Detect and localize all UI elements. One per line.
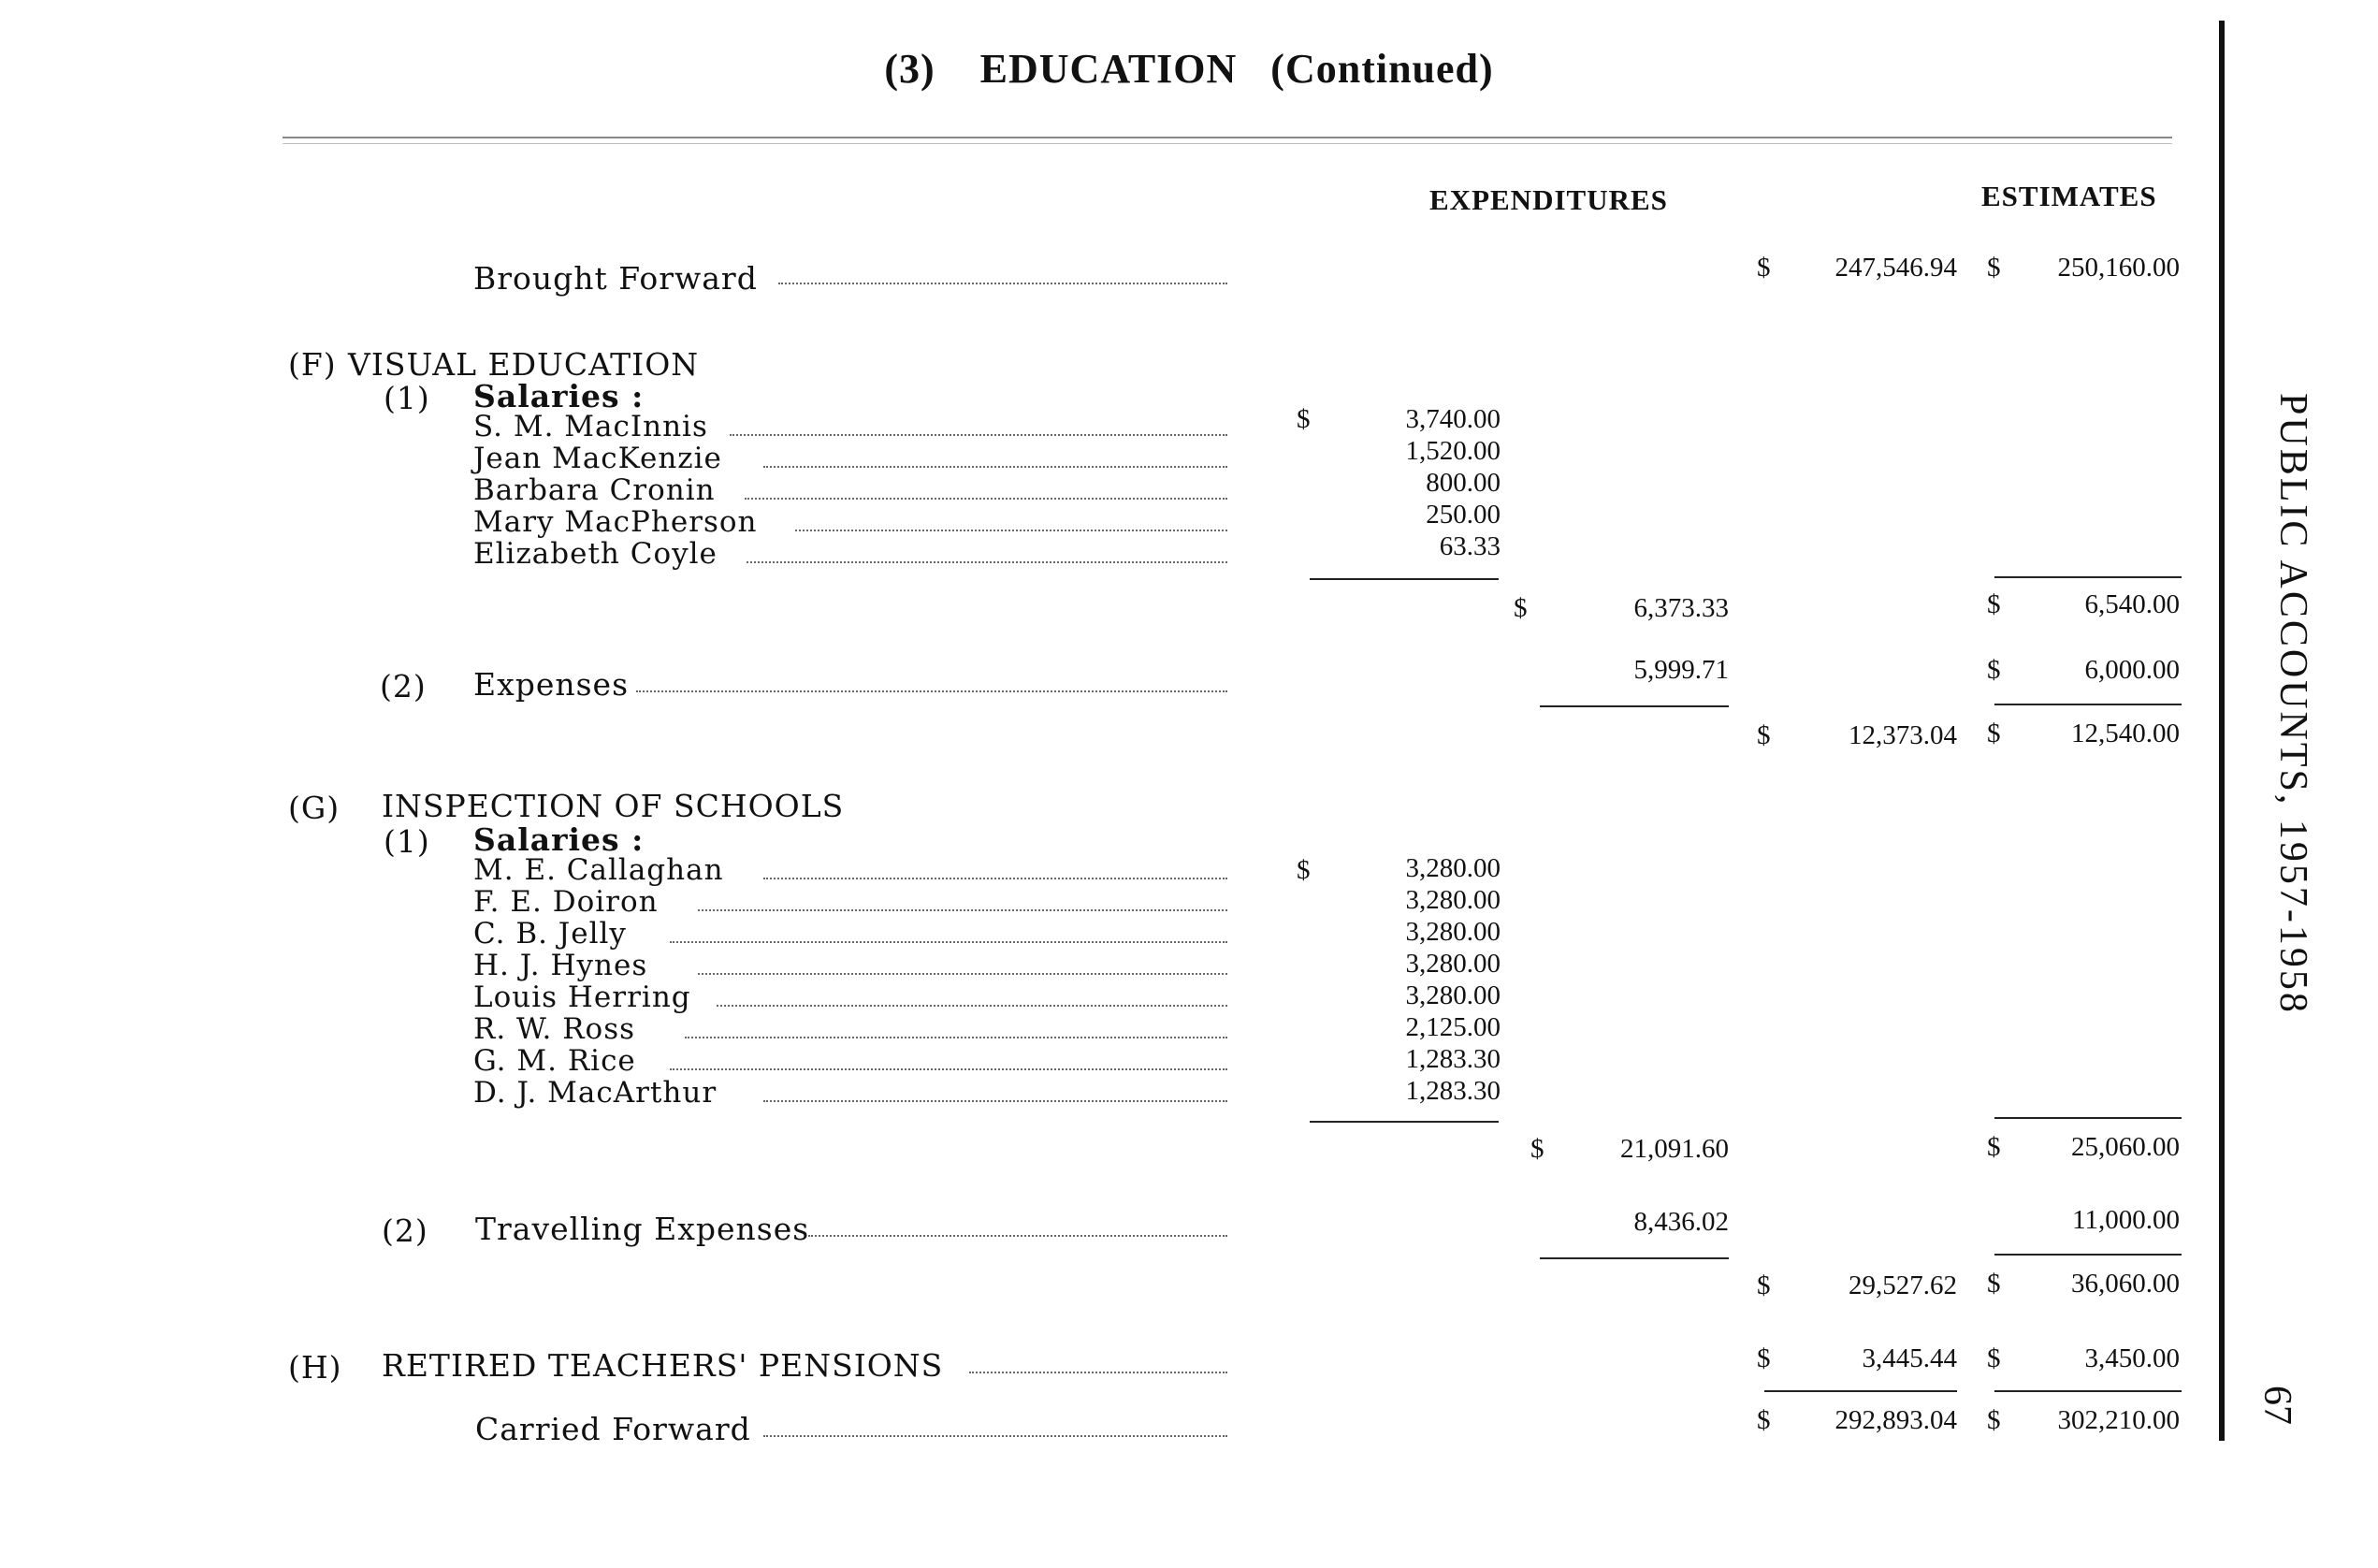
total-rule xyxy=(1994,1390,2182,1392)
dot-leader xyxy=(778,283,1227,284)
currency-sign: $ xyxy=(1987,719,2001,748)
section-f-letter: (F) xyxy=(288,346,337,383)
dot-leader xyxy=(969,1372,1227,1373)
salary-amount: 3,280.00 xyxy=(1405,885,1501,915)
section-h-estimate: 3,450.00 xyxy=(2084,1343,2180,1373)
dot-leader xyxy=(763,466,1227,468)
section-g-salaries-estimate: 25,060.00 xyxy=(2071,1132,2180,1162)
currency-sign: $ xyxy=(1987,1269,2001,1299)
section-f-salaries-estimate: 6,540.00 xyxy=(2084,589,2180,619)
salary-name: C. B. Jelly xyxy=(473,917,627,951)
dot-leader xyxy=(670,1068,1227,1070)
section-f-sub1-number: (1) xyxy=(384,380,430,416)
salary-amount: 1,283.30 xyxy=(1405,1076,1501,1106)
currency-sign: $ xyxy=(1757,1343,1771,1373)
salary-name: M. E. Callaghan xyxy=(473,853,724,887)
dot-leader xyxy=(745,498,1227,500)
section-f-expenses-estimate: 6,000.00 xyxy=(2084,655,2180,685)
salary-name: D. J. MacArthur xyxy=(473,1076,718,1110)
subtotal-rule xyxy=(1540,705,1729,707)
subtotal-rule xyxy=(1994,1254,2182,1256)
side-title: PUBLIC ACCOUNTS, 1957-1958 xyxy=(2271,393,2314,1015)
section-g-salaries-label: Salaries : xyxy=(473,821,645,858)
header-rule xyxy=(283,137,2172,138)
salary-amount: 250.00 xyxy=(1426,500,1501,530)
salary-name: R. W. Ross xyxy=(473,1012,636,1046)
salary-amount: 2,125.00 xyxy=(1405,1012,1501,1042)
dot-leader xyxy=(763,878,1227,879)
section-h-letter: (H) xyxy=(288,1349,342,1386)
page-title xyxy=(0,45,2378,93)
section-f-title: VISUAL EDUCATION xyxy=(348,346,700,383)
currency-sign: $ xyxy=(1530,1134,1544,1164)
continued-label: (Continued) xyxy=(1270,46,1494,92)
salary-amount: 3,280.00 xyxy=(1405,949,1501,979)
salary-name: S. M. MacInnis xyxy=(473,410,708,443)
currency-sign: $ xyxy=(1987,1132,2001,1162)
salary-name: Elizabeth Coyle xyxy=(473,537,718,571)
dot-leader xyxy=(747,561,1227,563)
salary-amount: 1,520.00 xyxy=(1405,436,1501,466)
section-g-total-estimate: 36,060.00 xyxy=(2071,1269,2180,1299)
section-g-total: 29,527.62 xyxy=(1849,1270,1957,1300)
brought-forward-label: Brought Forward xyxy=(473,260,758,297)
salary-name: Louis Herring xyxy=(473,980,691,1014)
column-estimates: ESTIMATES xyxy=(1981,180,2157,212)
salary-amount: 63.33 xyxy=(1439,531,1501,561)
dot-leader xyxy=(698,909,1227,911)
section-number: (3) xyxy=(884,46,935,92)
currency-sign: $ xyxy=(1757,1405,1771,1435)
salary-name: H. J. Hynes xyxy=(473,949,648,982)
total-rule xyxy=(1764,1390,1957,1392)
salary-name: G. M. Rice xyxy=(473,1044,636,1078)
dot-leader xyxy=(636,690,1227,692)
margin-bar xyxy=(2219,21,2225,1441)
section-g-salaries-total: 21,091.60 xyxy=(1620,1134,1729,1164)
salary-amount: 3,280.00 xyxy=(1405,980,1501,1010)
currency-sign: $ xyxy=(1987,589,2001,619)
dot-leader xyxy=(730,434,1227,436)
currency-sign: $ xyxy=(1514,593,1528,623)
currency-sign: $ xyxy=(1297,404,1311,434)
header-rule-thin xyxy=(283,143,2172,144)
page-number: 67 xyxy=(2255,1386,2298,1425)
salary-name: Mary MacPherson xyxy=(473,505,758,539)
subtotal-rule xyxy=(1540,1257,1729,1259)
currency-sign: $ xyxy=(1987,253,2001,283)
dot-leader xyxy=(717,1005,1227,1007)
carried-forward-label: Carried Forward xyxy=(475,1411,751,1447)
section-g-title: INSPECTION OF SCHOOLS xyxy=(382,788,845,824)
section-g-travel-estimate: 11,000.00 xyxy=(2072,1205,2180,1235)
section-h-title: RETIRED TEACHERS' PENSIONS xyxy=(382,1347,944,1384)
dot-leader xyxy=(698,973,1227,975)
currency-sign: $ xyxy=(1757,720,1771,750)
section-g-letter: (G) xyxy=(288,790,341,826)
dot-leader xyxy=(763,1100,1227,1102)
section-g-travel: 8,436.02 xyxy=(1633,1207,1729,1237)
currency-sign: $ xyxy=(1757,1270,1771,1300)
section-f-sub2-number: (2) xyxy=(380,668,427,704)
salary-amount: 3,280.00 xyxy=(1405,853,1501,883)
currency-sign: $ xyxy=(1987,655,2001,685)
section-g-sub1-number: (1) xyxy=(384,823,430,860)
salary-amount: 3,280.00 xyxy=(1405,917,1501,947)
salary-name: Jean MacKenzie xyxy=(473,442,722,475)
section-g-travel-label: Travelling Expenses xyxy=(475,1211,810,1247)
salary-amount: 3,740.00 xyxy=(1405,404,1501,434)
section-f-total: 12,373.04 xyxy=(1849,720,1957,750)
section-f-expenses-label: Expenses xyxy=(473,666,630,703)
currency-sign: $ xyxy=(1297,855,1311,885)
dot-leader xyxy=(670,941,1227,943)
subtotal-rule xyxy=(1310,578,1499,580)
section-g-sub2-number: (2) xyxy=(382,1212,428,1249)
salary-name: F. E. Doiron xyxy=(473,885,659,919)
brought-forward-estimate: 250,160.00 xyxy=(2057,253,2180,283)
brought-forward-expenditure: 247,546.94 xyxy=(1834,253,1957,283)
carried-forward-expenditure: 292,893.04 xyxy=(1834,1405,1957,1435)
salary-amount: 1,283.30 xyxy=(1405,1044,1501,1074)
subtotal-rule xyxy=(1994,1117,2182,1119)
salary-name: Barbara Cronin xyxy=(473,473,716,507)
currency-sign: $ xyxy=(1987,1343,2001,1373)
section-f-total-estimate: 12,540.00 xyxy=(2071,719,2180,748)
subtotal-rule xyxy=(1310,1121,1499,1123)
carried-forward-estimate: 302,210.00 xyxy=(2057,1405,2180,1435)
section-f-salaries-label: Salaries : xyxy=(473,378,645,414)
currency-sign: $ xyxy=(1757,253,1771,283)
dot-leader xyxy=(685,1037,1227,1038)
dot-leader xyxy=(808,1235,1227,1237)
section-f-expenses: 5,999.71 xyxy=(1633,655,1729,685)
column-expenditures: EXPENDITURES xyxy=(1429,183,1668,216)
subtotal-rule xyxy=(1994,576,2182,578)
dot-leader xyxy=(795,530,1227,531)
dot-leader xyxy=(763,1435,1227,1437)
salary-amount: 800.00 xyxy=(1426,468,1501,498)
section-title: EDUCATION xyxy=(979,46,1238,92)
currency-sign: $ xyxy=(1987,1405,2001,1435)
subtotal-rule xyxy=(1994,704,2182,705)
section-f-salaries-total: 6,373.33 xyxy=(1633,593,1729,623)
section-h-expenditure: 3,445.44 xyxy=(1862,1343,1957,1373)
